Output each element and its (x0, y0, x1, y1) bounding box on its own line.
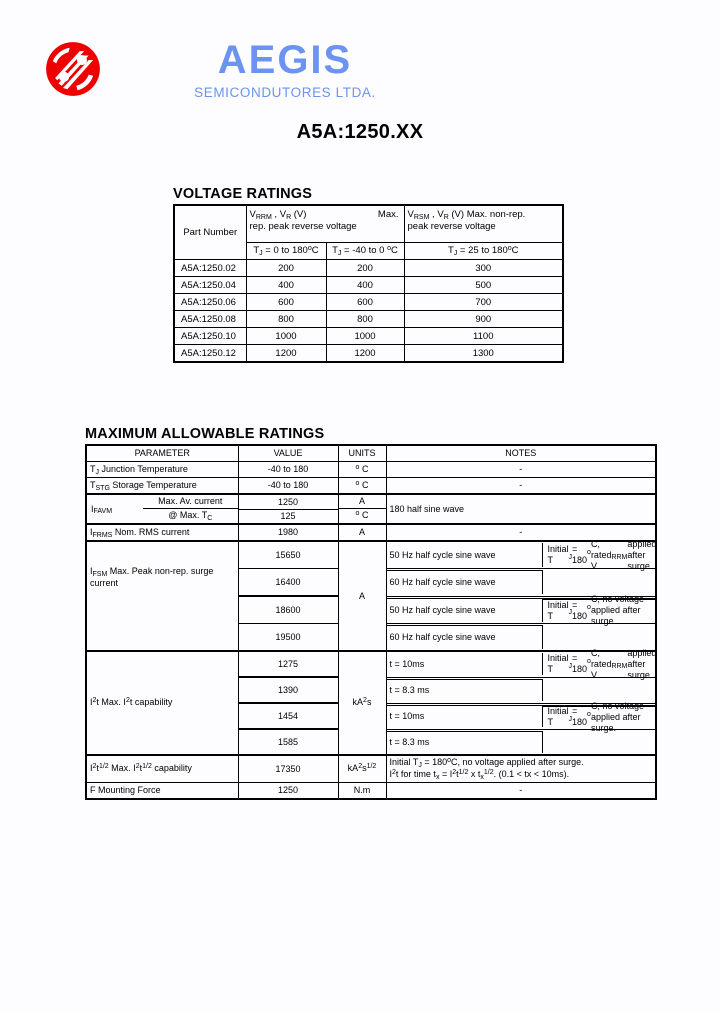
param-ifavm (86, 494, 238, 524)
v-rsm-25-180: 900 (404, 311, 563, 328)
value-i2t-1: 1275 (238, 651, 338, 677)
col-header-units: UNITS (338, 445, 386, 462)
param-tj: $T_J$ Junction Temperature (86, 462, 238, 478)
notes-i2t-4 (386, 729, 656, 755)
page-header (40, 38, 680, 118)
aegis-circle-logo-icon (45, 41, 101, 97)
value-i2t-4: 1585 (238, 729, 338, 755)
value-force: 1250 (238, 783, 338, 800)
units-ifavm-b: $^o$ C (355, 510, 369, 520)
notes-force: - (386, 783, 656, 800)
cond-i2t-2: t = 8.3 ms (387, 679, 542, 701)
value-tj: -40 to 180 (238, 462, 338, 478)
param-i2t-sqrt: $I^2t^{1/2}$ Max. $I^2t^{1/2}$ capability (86, 755, 238, 783)
notes-i2t-1 (386, 647, 657, 680)
v-rsm-25-180: 500 (404, 277, 563, 294)
v-rrm-neg40-0: 600 (326, 294, 404, 311)
param-ifsm: $I_{FSM}$ Max. Peak non-rep. surge current (86, 541, 238, 651)
note-i2t-sqrt-line2: $I^2t$ for time $t_x = I^2t^{1/2}$ x $t_x^{1/2}$. (0.1 < tx < 10ms). (389, 769, 570, 781)
units-tj: $^o$ C (338, 462, 386, 478)
param-force: F Mounting Force (86, 783, 238, 800)
v-rrm-neg40-0: 1000 (326, 328, 404, 345)
param-i2t: $I^2t$ Max. $I^2t$ capability (86, 651, 238, 755)
col-header-value: VALUE (238, 445, 338, 462)
subheader-cond-3: $T_J = 25$ to 180$^o$C (404, 243, 563, 260)
units-ifsm: A (338, 541, 386, 651)
header-rep-max-tag: Max. (377, 209, 399, 220)
v-rrm-0-180: 800 (246, 311, 326, 328)
table-row (174, 277, 563, 294)
col-header-parameter: PARAMETER (86, 445, 238, 462)
notes-i2t-3 (386, 700, 656, 733)
v-rrm-0-180: 1200 (246, 345, 326, 363)
v-rrm-0-180: 400 (246, 277, 326, 294)
notes-i2t-sqrt (386, 755, 656, 783)
value-ifsm-3: 18600 (238, 596, 338, 624)
header-nonrep-line2: peak reverse voltage (407, 221, 496, 232)
col-header-notes: NOTES (386, 445, 656, 462)
cond-ifsm-4: 60 Hz half cycle sine wave (387, 625, 542, 649)
note-ifsm-b-cont (542, 625, 656, 649)
subheader-cond-1: $T_J = 0$ to 180$^o$C (246, 243, 326, 260)
note-i2t-sqrt-line1: Initial $T_J = 180^oC$, no voltage applied after surge. (389, 757, 584, 769)
notes-ifavm: 180 half sine wave (386, 494, 656, 524)
header-nonrep-line1: $V_{RSM}$ , $V_R$ (V) Max. non-rep. (407, 209, 526, 221)
note-i2t-a: Initial T $_J$ = 180 $^o$ C, rated V $_{RRM}$ applied after surge. (542, 653, 657, 675)
cond-i2t-1: t = 10ms (389, 658, 425, 669)
value-tstg: -40 to 180 (238, 478, 338, 495)
note-ifsm-a: Initial T $_J$ = 180 $^o$ C, rated V $_{RRM}$ applied after surge. (542, 543, 657, 567)
v-rrm-neg40-0: 800 (326, 311, 404, 328)
value-i2t-3: 1454 (238, 703, 338, 729)
table-row (86, 651, 656, 677)
units-ifavm-a: A (339, 495, 386, 509)
notes-ifrms: - (386, 524, 656, 541)
cond-ifsm-1: 50 Hz half cycle sine wave (389, 549, 496, 560)
cond-ifsm-3: 50 Hz half cycle sine wave (387, 598, 542, 622)
note-i2t-a-cont (542, 679, 656, 701)
notes-ifsm-2 (386, 569, 656, 597)
notes-ifsm-3 (386, 594, 656, 627)
value-ifsm-4: 19500 (238, 624, 338, 652)
table-row (174, 260, 563, 277)
param-ifavm-sub-b: @ Max. $T_C$ (168, 510, 213, 522)
table-row (86, 755, 656, 783)
units-force: N.m (338, 783, 386, 800)
units-tstg: $^o$ C (338, 478, 386, 495)
table-row (86, 524, 656, 541)
table-row (86, 783, 656, 800)
param-ifavm-symbol: I $_{FAVM}$ (91, 503, 113, 515)
header-rep-line2: rep. peak reverse voltage (249, 221, 357, 232)
part-number: A5A:1250.12 (174, 345, 246, 363)
v-rrm-neg40-0: 200 (326, 260, 404, 277)
cond-i2t-3: t = 10ms (387, 705, 542, 727)
voltage-ratings-table (173, 204, 564, 363)
param-ifrms: $I_{FRMS}$ Nom. RMS current (86, 524, 238, 541)
table-row (86, 478, 656, 495)
v-rsm-25-180: 1100 (404, 328, 563, 345)
v-rsm-25-180: 700 (404, 294, 563, 311)
units-ifrms: A (338, 524, 386, 541)
notes-tstg: - (386, 478, 656, 495)
table-header-row (86, 445, 656, 462)
value-ifsm-2: 16400 (238, 569, 338, 597)
part-number: A5A:1250.06 (174, 294, 246, 311)
table-row (174, 294, 563, 311)
voltage-ratings-body (174, 260, 563, 363)
cond-ifsm-2: 60 Hz half cycle sine wave (387, 570, 542, 594)
units-ifavm (338, 494, 386, 524)
header-rep-voltage (246, 205, 404, 243)
v-rrm-0-180: 1000 (246, 328, 326, 345)
v-rsm-25-180: 1300 (404, 345, 563, 363)
note-i2t-b-cont (542, 731, 656, 753)
table-row (86, 462, 656, 478)
subheader-cond-2: $T_J = -40$ to 0 $^o$C (326, 243, 404, 260)
value-ifrms: 1980 (238, 524, 338, 541)
header-nonrep-voltage (404, 205, 563, 243)
cond-i2t-4: t = 8.3 ms (387, 731, 542, 753)
table-row (174, 311, 563, 328)
value-ifavm-b: 125 (280, 510, 296, 521)
note-ifsm-b: Initial T $_J$ = 180 $^o$ C, no voltage applied after surge. (542, 598, 656, 622)
table-row (86, 494, 656, 524)
value-i2t-sqrt: 17350 (238, 755, 338, 783)
brand-block (125, 38, 445, 101)
voltage-ratings-heading: VOLTAGE RATINGS (173, 186, 313, 202)
note-ifsm-a-cont (542, 570, 656, 594)
value-i2t-2: 1390 (238, 677, 338, 703)
notes-ifsm-4 (386, 624, 656, 652)
value-ifavm-a: 1250 (239, 496, 338, 510)
param-tstg: $T_{STG}$ Storage Temperature (86, 478, 238, 495)
notes-ifsm-1 (386, 538, 657, 571)
notes-tj: - (386, 462, 656, 478)
v-rrm-neg40-0: 400 (326, 277, 404, 294)
table-row (174, 328, 563, 345)
param-ifavm-sub-a: Max. Av. current (143, 495, 238, 509)
part-number: A5A:1250.04 (174, 277, 246, 294)
header-rep-line1: $V_{RRM}$ , $V_R$ (V) (249, 209, 307, 221)
brand-name: AEGIS (217, 38, 353, 82)
value-ifsm-1: 15650 (238, 541, 338, 569)
table-row (174, 345, 563, 363)
v-rrm-neg40-0: 1200 (326, 345, 404, 363)
table-row (86, 541, 656, 569)
value-ifavm (238, 494, 338, 524)
max-ratings-table (85, 444, 657, 800)
notes-i2t-2 (386, 677, 656, 703)
brand-tagline: SEMICONDUTORES LTDA. (194, 85, 376, 100)
header-part-number: Part Number (174, 205, 246, 260)
v-rrm-0-180: 600 (246, 294, 326, 311)
v-rrm-0-180: 200 (246, 260, 326, 277)
part-number: A5A:1250.02 (174, 260, 246, 277)
max-ratings-heading: MAXIMUM ALLOWABLE RATINGS (85, 426, 325, 442)
note-i2t-b: Initial T $_J$ = 180 $^o$ C, no voltage applied after surge. (542, 705, 656, 727)
v-rsm-25-180: 300 (404, 260, 563, 277)
table-header-row (174, 205, 563, 243)
units-i2t-sqrt: $kA^2s^{1/2}$ (338, 755, 386, 783)
part-number: A5A:1250.10 (174, 328, 246, 345)
page-title: A5A:1250.XX (296, 121, 424, 143)
units-i2t: $kA^2s$ (338, 651, 386, 755)
part-number: A5A:1250.08 (174, 311, 246, 328)
